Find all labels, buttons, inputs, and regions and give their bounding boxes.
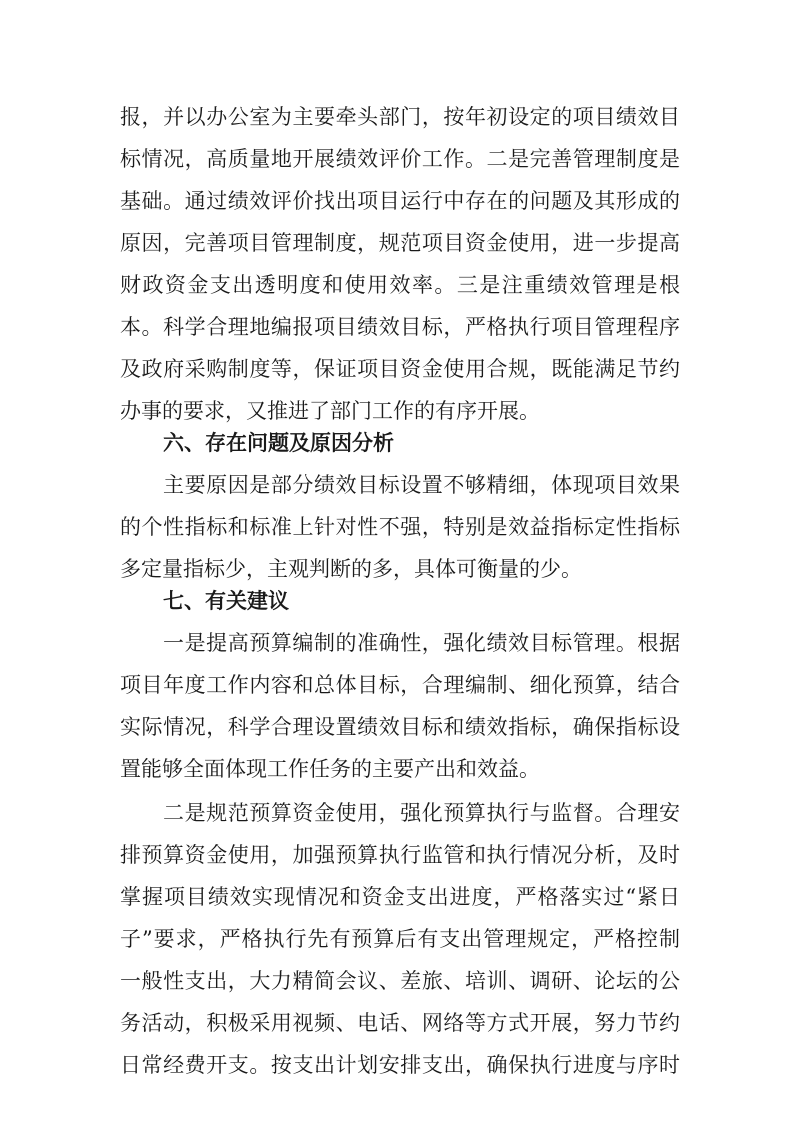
paragraph-line: 置能够全面体现工作任务的主要产出和效益。 (120, 757, 540, 781)
paragraph-line: 标情况，高质量地开展绩效评价工作。二是完善管理制度是 (120, 147, 680, 171)
paragraph-line: 日常经费开支。按支出计划安排支出，确保执行进度与序时 (120, 1053, 680, 1077)
paragraph-line: 实际情况，科学合理设置绩效目标和绩效指标，确保指标设 (120, 715, 680, 739)
paragraph-line: 一是提高预算编制的准确性，强化绩效目标管理。根据 (163, 631, 680, 655)
paragraph-line: 项目年度工作内容和总体目标，合理编制、细化预算，结合 (120, 673, 680, 697)
paragraph-line: 二是规范预算资金使用，强化预算执行与监督。合理安 (163, 801, 680, 825)
paragraph-line: 原因，完善项目管理制度，规范项目资金使用，进一步提高 (120, 231, 680, 255)
paragraph-line: 子”要求，严格执行先有预算后有支出管理规定，严格控制 (120, 927, 680, 951)
paragraph-line: 本。科学合理地编报项目绩效目标，严格执行项目管理程序 (120, 315, 680, 339)
paragraph-line: 基础。通过绩效评价找出项目运行中存在的问题及其形成的 (120, 189, 680, 213)
paragraph-line: 办事的要求，又推进了部门工作的有序开展。 (120, 399, 540, 423)
paragraph-line: 掌握项目绩效实现情况和资金支出进度，严格落实过“紧日 (120, 885, 680, 909)
paragraph-line: 财政资金支出透明度和使用效率。三是注重绩效管理是根 (120, 273, 680, 297)
paragraph-line: 一般性支出，大力精简会议、差旅、培训、调研、论坛的公 (120, 969, 680, 993)
section-heading-7: 七、有关建议 (163, 589, 289, 613)
paragraph-line: 及政府采购制度等，保证项目资金使用合规，既能满足节约 (120, 357, 680, 381)
section-heading-6: 六、存在问题及原因分析 (163, 431, 394, 455)
paragraph-line: 排预算资金使用，加强预算执行监管和执行情况分析，及时 (120, 843, 680, 867)
paragraph-line: 多定量指标少，主观判断的多，具体可衡量的少。 (120, 557, 582, 581)
paragraph-line: 的个性指标和标准上针对性不强，特别是效益指标定性指标 (120, 515, 680, 539)
paragraph-line: 主要原因是部分绩效目标设置不够精细，体现项目效果 (163, 473, 680, 497)
paragraph-line: 报，并以办公室为主要牵头部门，按年初设定的项目绩效目 (120, 105, 680, 129)
paragraph-line: 务活动，积极采用视频、电话、网络等方式开展，努力节约 (120, 1011, 680, 1035)
